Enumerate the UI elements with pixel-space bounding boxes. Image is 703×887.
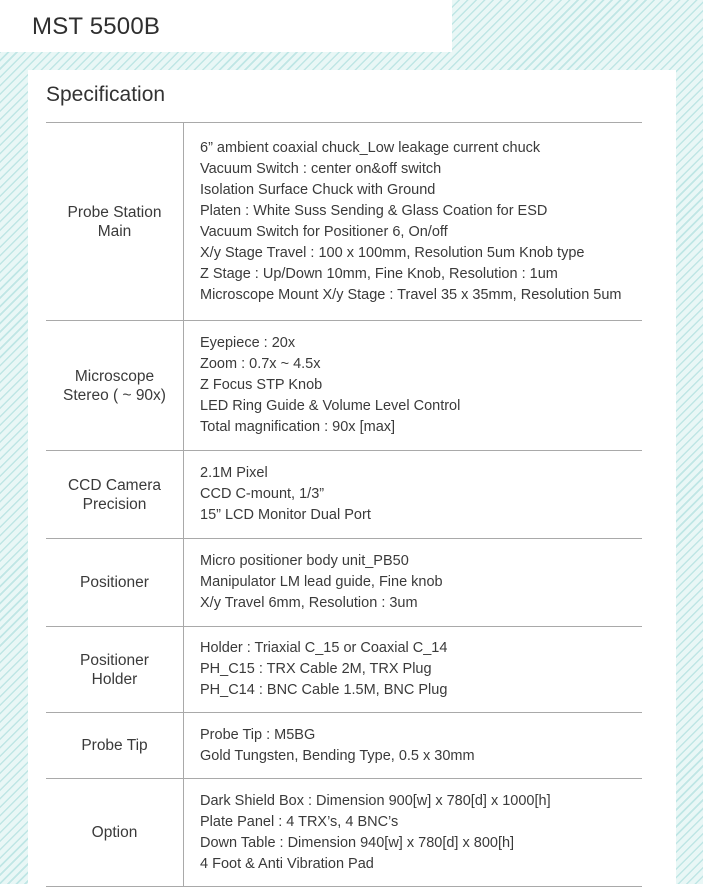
table-row	[46, 713, 642, 779]
detail-line: Probe Tip : M5BG	[200, 726, 316, 743]
detail-line: Gold Tungsten, Bending Type, 0.5 x 30mm	[200, 747, 475, 764]
category-line: Holder	[91, 670, 138, 688]
detail-line: PH_C14 : BNC Cable 1.5M, BNC Plug	[200, 682, 448, 698]
row-details	[184, 451, 643, 539]
table-row	[46, 539, 642, 627]
table-row	[46, 321, 642, 451]
detail-line: Z Focus STP Knob	[200, 377, 323, 393]
detail-line: Isolation Surface Chuck with Ground	[200, 181, 436, 198]
row-details	[184, 539, 643, 627]
detail-line: Micro positioner body unit_PB50	[200, 553, 409, 569]
table-row	[46, 779, 642, 887]
table-row	[46, 123, 642, 321]
detail-line: X/y Travel 6mm, Resolution : 3um	[200, 595, 418, 611]
category-line: Probe Station	[67, 203, 162, 221]
detail-line: 6” ambient coaxial chuck_Low leakage current chuck	[200, 139, 541, 156]
row-category	[46, 123, 184, 321]
row-category	[46, 779, 184, 887]
detail-line: Holder : Triaxial C_15 or Coaxial C_14	[200, 640, 448, 656]
section-title: Specification	[46, 83, 166, 106]
row-category	[46, 451, 184, 539]
detail-line: Eyepiece : 20x	[200, 335, 296, 351]
row-category	[46, 539, 184, 627]
detail-line: PH_C15 : TRX Cable 2M, TRX Plug	[200, 661, 432, 677]
table-row	[46, 627, 642, 713]
model-title: MST 5500B	[32, 13, 161, 40]
table-row	[46, 451, 642, 539]
detail-line: LED Ring Guide & Volume Level Control	[200, 398, 461, 414]
detail-line: Dark Shield Box : Dimension 900[w] x 780[d] x 1000[h]	[200, 792, 551, 809]
spec-table	[46, 122, 642, 887]
category-line: Probe Tip	[81, 737, 148, 754]
detail-line: X/y Stage Travel : 100 x 100mm, Resolution 5um Knob type	[200, 244, 585, 261]
category-line: CCD Camera	[67, 476, 161, 494]
detail-line: 4 Foot & Anti Vibration Pad	[200, 855, 374, 872]
row-category	[46, 321, 184, 451]
category-line: Positioner	[80, 651, 149, 669]
detail-line: Down Table : Dimension 940[w] x 780[d] x 800[h]	[200, 834, 515, 851]
detail-line: Manipulator LM lead guide, Fine knob	[200, 574, 443, 590]
detail-line: 2.1M Pixel	[200, 465, 268, 481]
detail-line: 15” LCD Monitor Dual Port	[200, 507, 371, 523]
detail-line: Platen : White Suss Sending & Glass Coation for ESD	[200, 202, 548, 219]
category-line: Stereo ( ~ 90x)	[63, 386, 166, 404]
detail-line: Plate Panel : 4 TRX’s, 4 BNC’s	[200, 813, 399, 830]
category-line: Precision	[82, 495, 147, 513]
detail-line: Vacuum Switch : center on&off switch	[200, 160, 442, 177]
detail-line: Total magnification : 90x [max]	[200, 419, 396, 435]
row-category	[46, 713, 184, 779]
category-line: Microscope	[74, 367, 155, 385]
detail-line: CCD C-mount, 1/3”	[200, 486, 325, 502]
detail-line: Z Stage : Up/Down 10mm, Fine Knob, Resolution : 1um	[200, 265, 558, 282]
category-line: Main	[97, 222, 132, 240]
row-details	[184, 713, 643, 779]
row-category	[46, 627, 184, 713]
row-details	[184, 627, 643, 713]
detail-line: Microscope Mount X/y Stage : Travel 35 x 35mm, Resolution 5um	[200, 286, 622, 303]
row-details	[184, 123, 643, 321]
category-line: Positioner	[80, 574, 149, 591]
row-details	[184, 321, 643, 451]
detail-line: Vacuum Switch for Positioner 6, On/off	[200, 223, 448, 240]
category-line: Option	[91, 824, 138, 841]
row-details	[184, 779, 643, 887]
detail-line: Zoom : 0.7x ~ 4.5x	[200, 356, 321, 372]
